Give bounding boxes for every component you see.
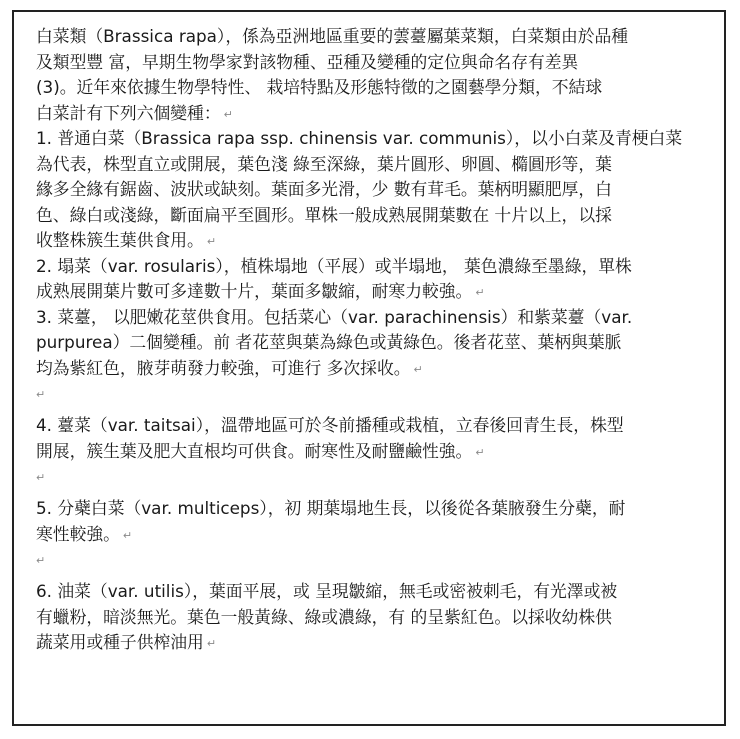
- line-text: 收整株簇生葉供食用。: [36, 230, 204, 250]
- blank-paragraph: [36, 464, 702, 496]
- line-text: 2. 塌菜（var. rosularis），植株塌地（平展）或半塌地， 葉色濃綠至墨綠，單株: [36, 255, 632, 276]
- line-text: 蔬菜用或種子供榨油用: [36, 632, 204, 652]
- text-line: [36, 439, 702, 465]
- document-page: [12, 10, 726, 726]
- line-text: 色、綠白或淺綠，斷面扁平至圓形。單株一般成熟展開葉數在 十片以上，以採: [36, 204, 612, 225]
- paragraph-mark-icon: ↵: [36, 471, 46, 484]
- list-item-3: [36, 305, 702, 382]
- paragraph-mark-icon: ↵: [475, 445, 485, 459]
- list-item-4: [36, 413, 702, 464]
- text-line: [36, 126, 702, 152]
- paragraph-mark-icon: ↵: [206, 637, 217, 650]
- line-text: 成熟展開葉片數可多達數十片，葉面多皺縮，耐寒力較強。: [36, 281, 473, 301]
- text-line: [36, 75, 702, 101]
- paragraph-mark-icon: ↵: [206, 235, 217, 248]
- line-text: 3. 菜薹， 以肥嫩花莖供食用。包括菜心（var. parachinensis）和紫菜薹（var.: [36, 306, 633, 327]
- line-text: 白菜類（Brassica rapa），係為亞洲地區重要的蕓薹屬葉菜類，白菜類由於品種: [36, 26, 629, 46]
- blank-paragraph: [36, 547, 702, 579]
- line-text: 白菜計有下列六個變種：: [36, 102, 221, 123]
- line-text: 為代表，株型直立或開展，葉色淺 綠至深綠，葉片圓形、卵圓、橢圓形等，葉: [36, 153, 612, 174]
- intro-paragraph: [36, 24, 702, 126]
- line-text: 緣多全緣有鋸齒、波狀或缺刻。葉面多光滑，少 數有茸毛。葉柄明顯肥厚，白: [36, 179, 612, 199]
- line-text: 5. 分蘗白菜（var. multiceps），初 期葉塌地生長，以後從各葉腋發生分蘗，耐: [36, 498, 626, 518]
- text-line: [36, 101, 702, 127]
- list-item-2: [36, 254, 702, 305]
- line-text: 6. 油菜（var. utilis），葉面平展，或 呈現皺縮，無毛或密被刺毛，有光澤或被: [36, 581, 618, 601]
- text-line: [36, 579, 702, 605]
- blank-paragraph: [36, 381, 702, 413]
- text-line: [36, 279, 702, 305]
- text-line: [36, 305, 702, 331]
- paragraph-mark-icon: ↵: [223, 107, 233, 121]
- text-line: [36, 522, 702, 548]
- paragraph-mark-icon: ↵: [475, 286, 485, 299]
- line-text: 開展，簇生葉及肥大直根均可供食。耐寒性及耐鹽鹼性強。: [36, 440, 473, 461]
- list-item-5: [36, 496, 702, 547]
- text-line: [36, 254, 702, 280]
- text-line: [36, 496, 702, 522]
- paragraph-mark-icon: ↵: [122, 528, 133, 542]
- line-text: purpurea）二個變種。前 者花莖與葉為綠色或黃綠色。後者花莖、葉柄與葉脈: [36, 332, 622, 352]
- text-line: [36, 177, 702, 203]
- text-line: [36, 356, 702, 382]
- line-text: 寒性較強。: [36, 523, 120, 544]
- line-text: 均為紫紅色，腋芽萌發力較強，可進行 多次採收。: [36, 357, 411, 378]
- line-text: 1. 普通白菜（Brassica rapa ssp. chinensis var. communis），以小白菜及青梗白菜: [36, 128, 683, 148]
- text-line: [36, 228, 702, 254]
- text-line: [36, 605, 702, 631]
- paragraph-mark-icon: ↵: [36, 388, 46, 401]
- text-line: [36, 630, 702, 656]
- paragraph-mark-icon: ↵: [413, 362, 423, 376]
- paragraph-mark-icon: ↵: [36, 554, 46, 567]
- text-line: [36, 203, 702, 229]
- text-line: [36, 24, 702, 50]
- line-text: 有蠟粉，暗淡無光。葉色一般黃綠、綠或濃綠，有 的呈紫紅色。以採收幼株供: [36, 606, 612, 627]
- text-line: [36, 330, 702, 356]
- text-line: [36, 152, 702, 178]
- line-text: (3)。近年來依據生物學特性、 栽培特點及形態特徵的之園藝學分類，不結球: [36, 77, 603, 97]
- text-line: [36, 50, 702, 76]
- line-text: 4. 薹菜（var. taitsai），溫帶地區可於冬前播種或栽植，立春後回青生長，株型: [36, 415, 624, 435]
- text-line: [36, 413, 702, 439]
- list-item-1: [36, 126, 702, 254]
- line-text: 及類型豐 富，早期生物學家對該物種、亞種及變種的定位與命名存有差異: [36, 51, 579, 72]
- list-item-6: [36, 579, 702, 656]
